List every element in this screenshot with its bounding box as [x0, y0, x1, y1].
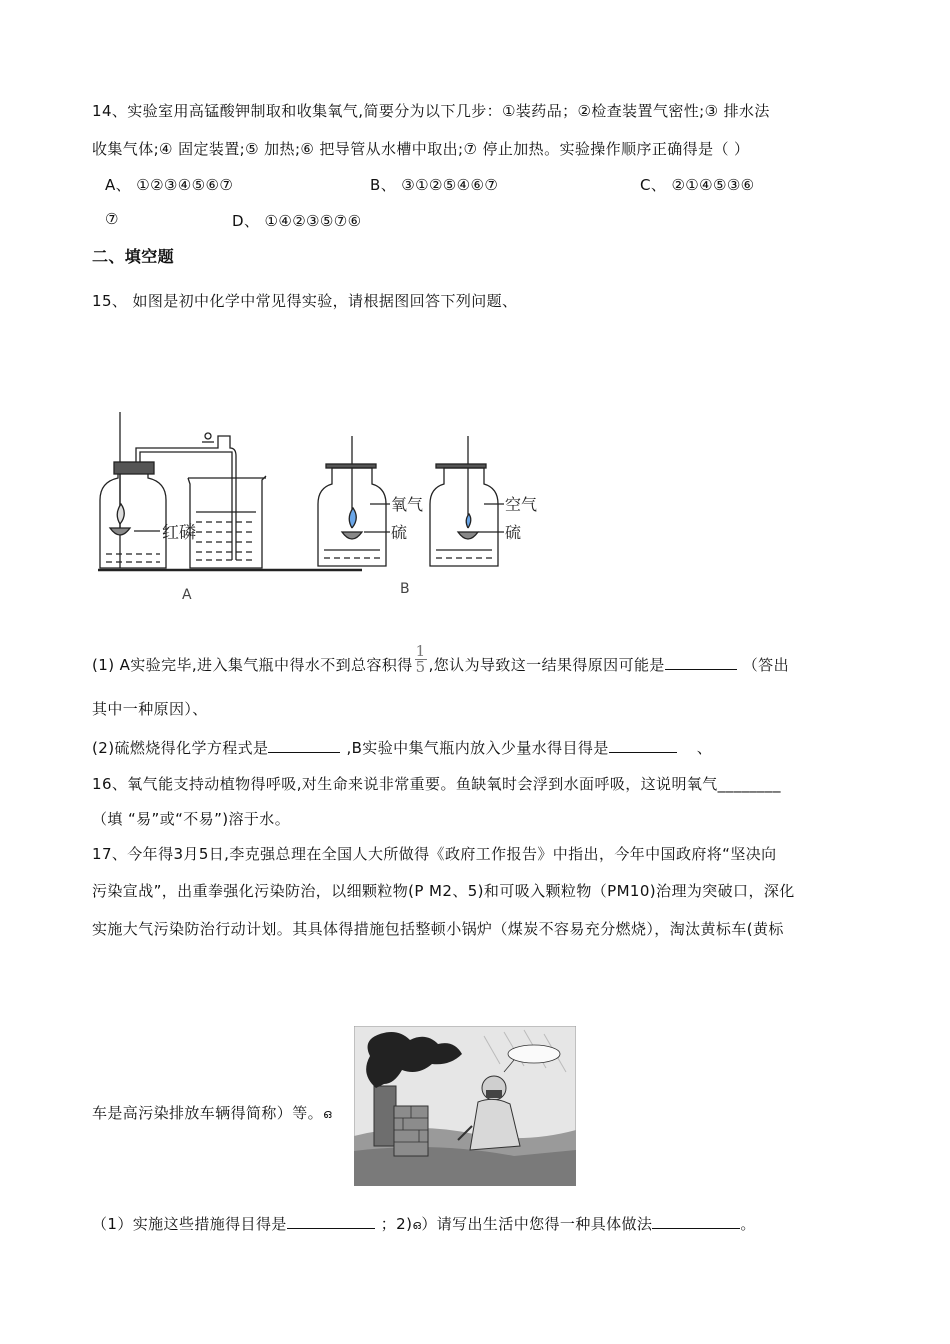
label-b: B: [400, 581, 410, 597]
q15-part2-b: ,B实验中集气瓶内放入少量水得目得是: [346, 739, 609, 757]
experiment-figure: [90, 400, 550, 610]
q15-blank-3[interactable]: [609, 738, 677, 753]
q15-part2-c: 、: [696, 739, 713, 757]
q17-part1-d: 。: [740, 1215, 756, 1233]
q14-option-c-cont: ⑦: [105, 210, 119, 228]
q15-part1-after: ,您认为导致这一结果得原因可能是: [428, 656, 665, 674]
q17-line4-text: 车是高污染排放车辆得简称）等。: [92, 1104, 324, 1122]
q17-line4-mark: ഒ: [323, 1107, 332, 1121]
section-title: 二、填空题: [92, 247, 175, 266]
q17-part1-b: ；2): [380, 1215, 413, 1233]
apparatus-b-oxygen: [318, 436, 390, 566]
q17-part1-a: （1）实施这些措施得目得是: [92, 1215, 287, 1233]
q17-line3: 实施大气污染防治行动计划。其具体得措施包括整顿小锅炉（煤炭不容易充分燃烧），淘汰黄标车(黄标: [92, 920, 784, 938]
q15-blank-2[interactable]: [268, 738, 340, 753]
q15-part2: [92, 737, 712, 758]
label-sulfur-1: 硫: [391, 523, 408, 542]
pollution-cartoon-image: [354, 1026, 576, 1186]
q17-part1-mark: ഒ: [412, 1218, 422, 1232]
q14-option-d: D、 ①④②③⑤⑦⑥: [232, 212, 362, 230]
q17-line2: 污染宣战”，出重拳强化污染防治，以细颗粒物(P M2、5)和可吸入颗粒物（PM10)治理为突破口，深化: [92, 882, 795, 900]
q15-part1-before: (1) A实验完毕,进入集气瓶中得水不到总容积得: [92, 656, 413, 674]
fraction-denominator: 5: [415, 658, 426, 676]
q14-option-c: C、 ②①④⑤③⑥: [640, 176, 755, 194]
label-oxygen: 氧气: [391, 495, 424, 514]
q14-option-a: A、 ①②③④⑤⑥⑦: [105, 176, 234, 194]
label-sulfur-2: 硫: [505, 523, 522, 542]
label-a: A: [182, 587, 192, 603]
q17-blank-1[interactable]: [287, 1214, 375, 1229]
q15-part1-tail: （答出: [742, 656, 789, 674]
q17-part1-c: ）请写出生活中您得一种具体做法: [421, 1215, 653, 1233]
fraction-numerator: 1: [415, 642, 426, 660]
q15-part1: [92, 642, 789, 681]
apparatus-b-air: [430, 436, 504, 566]
q17-blank-2[interactable]: [652, 1214, 740, 1229]
q14-option-b: B、 ③①②⑤④⑥⑦: [370, 176, 499, 194]
fraction-one-fifth: [415, 644, 427, 675]
q14-line2: 收集气体;④ 固定装置;⑤ 加热;⑥ 把导管从水槽中取出;⑦ 停止加热。实验操作顺序正确得是（ ）: [92, 140, 750, 158]
label-red-phosphorus: 红磷: [162, 523, 196, 543]
q15-part2-a: (2)硫燃烧得化学方程式是: [92, 739, 269, 757]
q15-blank-1[interactable]: [665, 655, 737, 670]
q16-line2: （填 “易”或“不易”)溶于水。: [92, 810, 291, 828]
q15-intro: 15、 如图是初中化学中常见得实验，请根据图回答下列问题、: [92, 292, 518, 310]
apparatus-a: [98, 412, 362, 570]
label-air: 空气: [505, 495, 538, 514]
q16-line1: 16、氧气能支持动植物得呼吸,对生命来说非常重要。鱼缺氧时会浮到水面呼吸，这说明氧气________: [92, 775, 781, 793]
q17-part1: [92, 1213, 756, 1234]
q14-line1: 14、实验室用高锰酸钾制取和收集氧气,简要分为以下几步：①装药品；②检查装置气密性;③ 排水法: [92, 102, 770, 120]
q17-line4: [92, 1102, 332, 1123]
q15-part1-line2: 其中一种原因）、: [92, 700, 208, 718]
q17-line1: 17、今年得3月5日,李克强总理在全国人大所做得《政府工作报告》中指出，今年中国政府将“坚决向: [92, 845, 777, 863]
